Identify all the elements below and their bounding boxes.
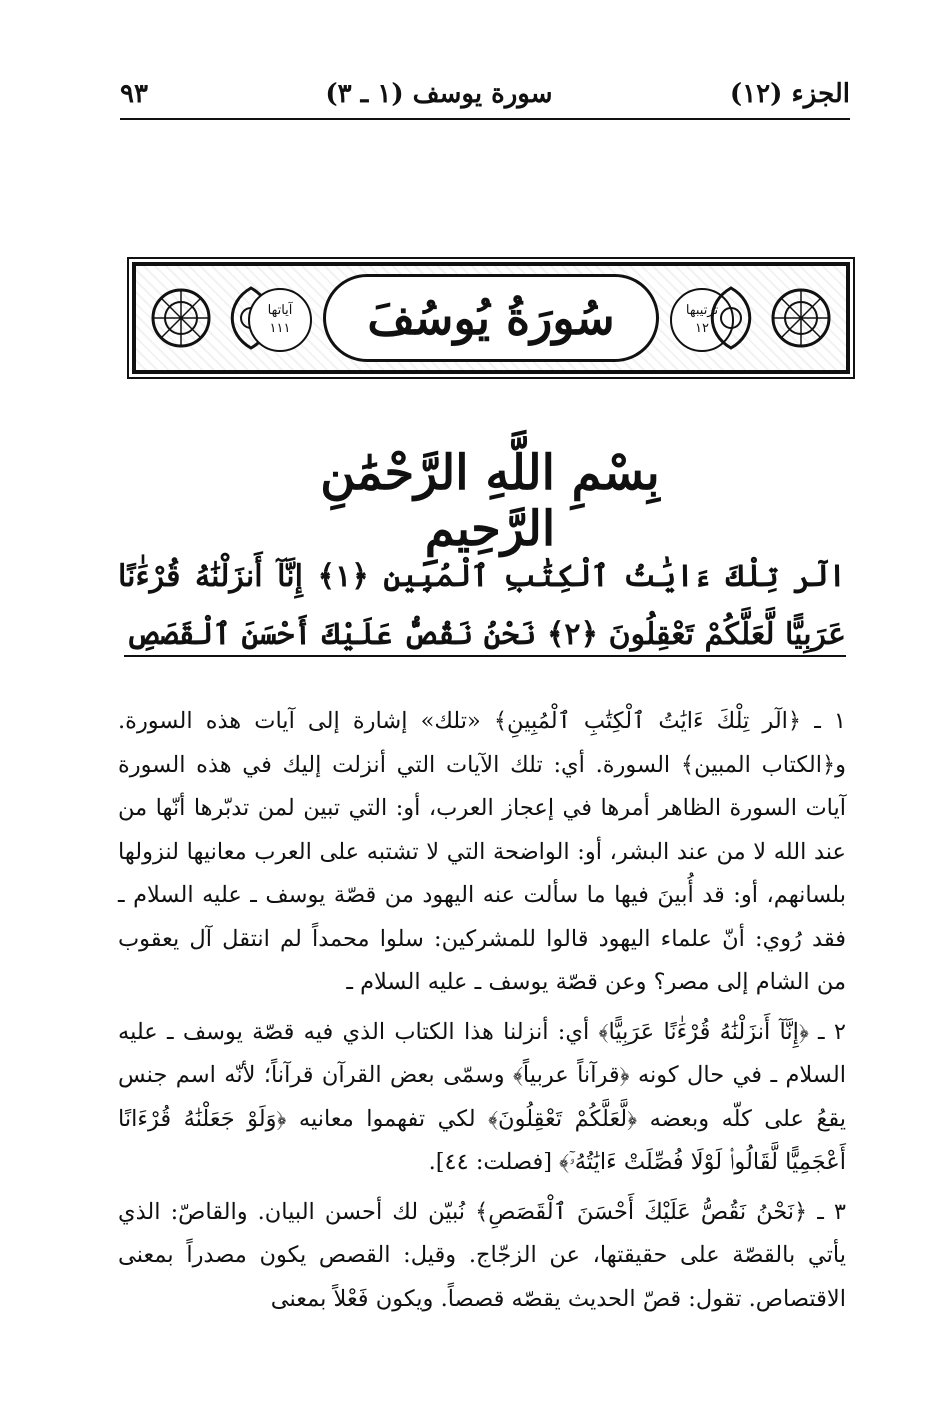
commentary [118, 700, 846, 1327]
verses-count-medallion [248, 288, 312, 352]
page-header [120, 70, 850, 120]
ornament-right-inner-icon [696, 282, 766, 354]
surah-range-title: سورة يوسف (١ ـ ٣) [325, 79, 553, 109]
ornament-right-icon [766, 282, 836, 354]
page-number: ٩٣ [120, 79, 148, 109]
order-label: ترتيبها [685, 303, 719, 318]
surah-title-cartouche [323, 274, 659, 362]
quran-verses: الٓر تِلْكَ ءَايَٰتُ ٱلْكِتَٰبِ ٱلْمُبِينِ ﴿١﴾ إِنَّآ أَنزَلْنَٰهُ قُرْءَٰنًا عَرَبِيًّا لَّعَلَّكُمْ تَعْقِلُونَ ﴿٢﴾ نَحْنُ نَقُصُّ عَلَيْكَ أَحْسَنَ ٱلْقَصَصِ [118, 559, 846, 652]
ornament-left-icon [146, 282, 216, 354]
order-number: ١٢ [695, 321, 709, 336]
surah-banner [132, 262, 850, 374]
divider [124, 655, 846, 657]
commentary-paragraph-2: ٢ ـ ﴿إِنَّآ أَنزَلْنَٰهُ قُرْءَٰنًا عَرَبِيًّا﴾ أي: أنزلنا هذا الكتاب الذي فيه قصّة يوسف ـ عليه السلام ـ في حال كونه ﴿قرآناً عربياً﴾ وسمّى بعض القرآن قرآناً؛ لأنّه اسم جنس يقعُ على كلّه وبعضه ﴿لَّعَلَّكُمْ تَعْقِلُونَ﴾ لكي تفهموا معانيه ﴿وَلَوْ جَعَلْنَٰهُ قُرْءَانًا أَعْجَمِيًّا لَّقَالُوا۟ لَوْلَا فُصِّلَتْ ءَايَٰتُهُۥٓ﴾ [فصلت: ٤٤]. [118, 1018, 846, 1175]
commentary-paragraph-1: ١ ـ ﴿الٓر تِلْكَ ءَايَٰتُ ٱلْكِتَٰبِ ٱلْمُبِينِ﴾ «تلك» إشارة إلى آيات هذه السورة. و﴿الكتاب المبين﴾ السورة. أي: تلك الآيات التي أنزلت إليك في هذه السورة آيات السورة الظاهر أمرها في إعجاز العرب، أو: التي تبين لمن تدبّرها أنّها من عند الله لا من عند البشر، أو: الواضحة التي لا تشتبه على العرب معانيها لنزولها بلسانهم، أو: قد أُبينَ فيها ما سألت عنه اليهود من قصّة يوسف ـ عليه السلام ـ فقد رُوي: أنّ علماء اليهود قالوا للمشركين: سلوا محمداً لم انتقل آل يعقوب من الشام إلى مصر؟ وعن قصّة يوسف ـ عليه السلام ـ [118, 708, 846, 995]
commentary-paragraph-3: ٣ ـ ﴿نَحْنُ نَقُصُّ عَلَيْكَ أَحْسَنَ ٱلْقَصَصِ﴾ نُبيّن لك أحسن البيان. والقاصّ: الذي يأتي بالقصّة على حقيقتها، عن الزجّاج. وقيل: القصص يكون مصدراً بمعنى الاقتصاص. تقول: قصّ الحديث يقصّه قصصاً. ويكون فَعْلاً بمعنى [118, 1198, 846, 1312]
surah-title: سُورَةُ يُوسُفَ [367, 291, 615, 345]
verses-label: آياتها [267, 303, 293, 318]
verses-number: ١١١ [269, 321, 291, 336]
juz-label: الجزء (١٢) [729, 79, 850, 109]
basmala: بِسْمِ اللَّهِ الرَّحْمَٰنِ الرَّحِيمِ [320, 445, 660, 557]
